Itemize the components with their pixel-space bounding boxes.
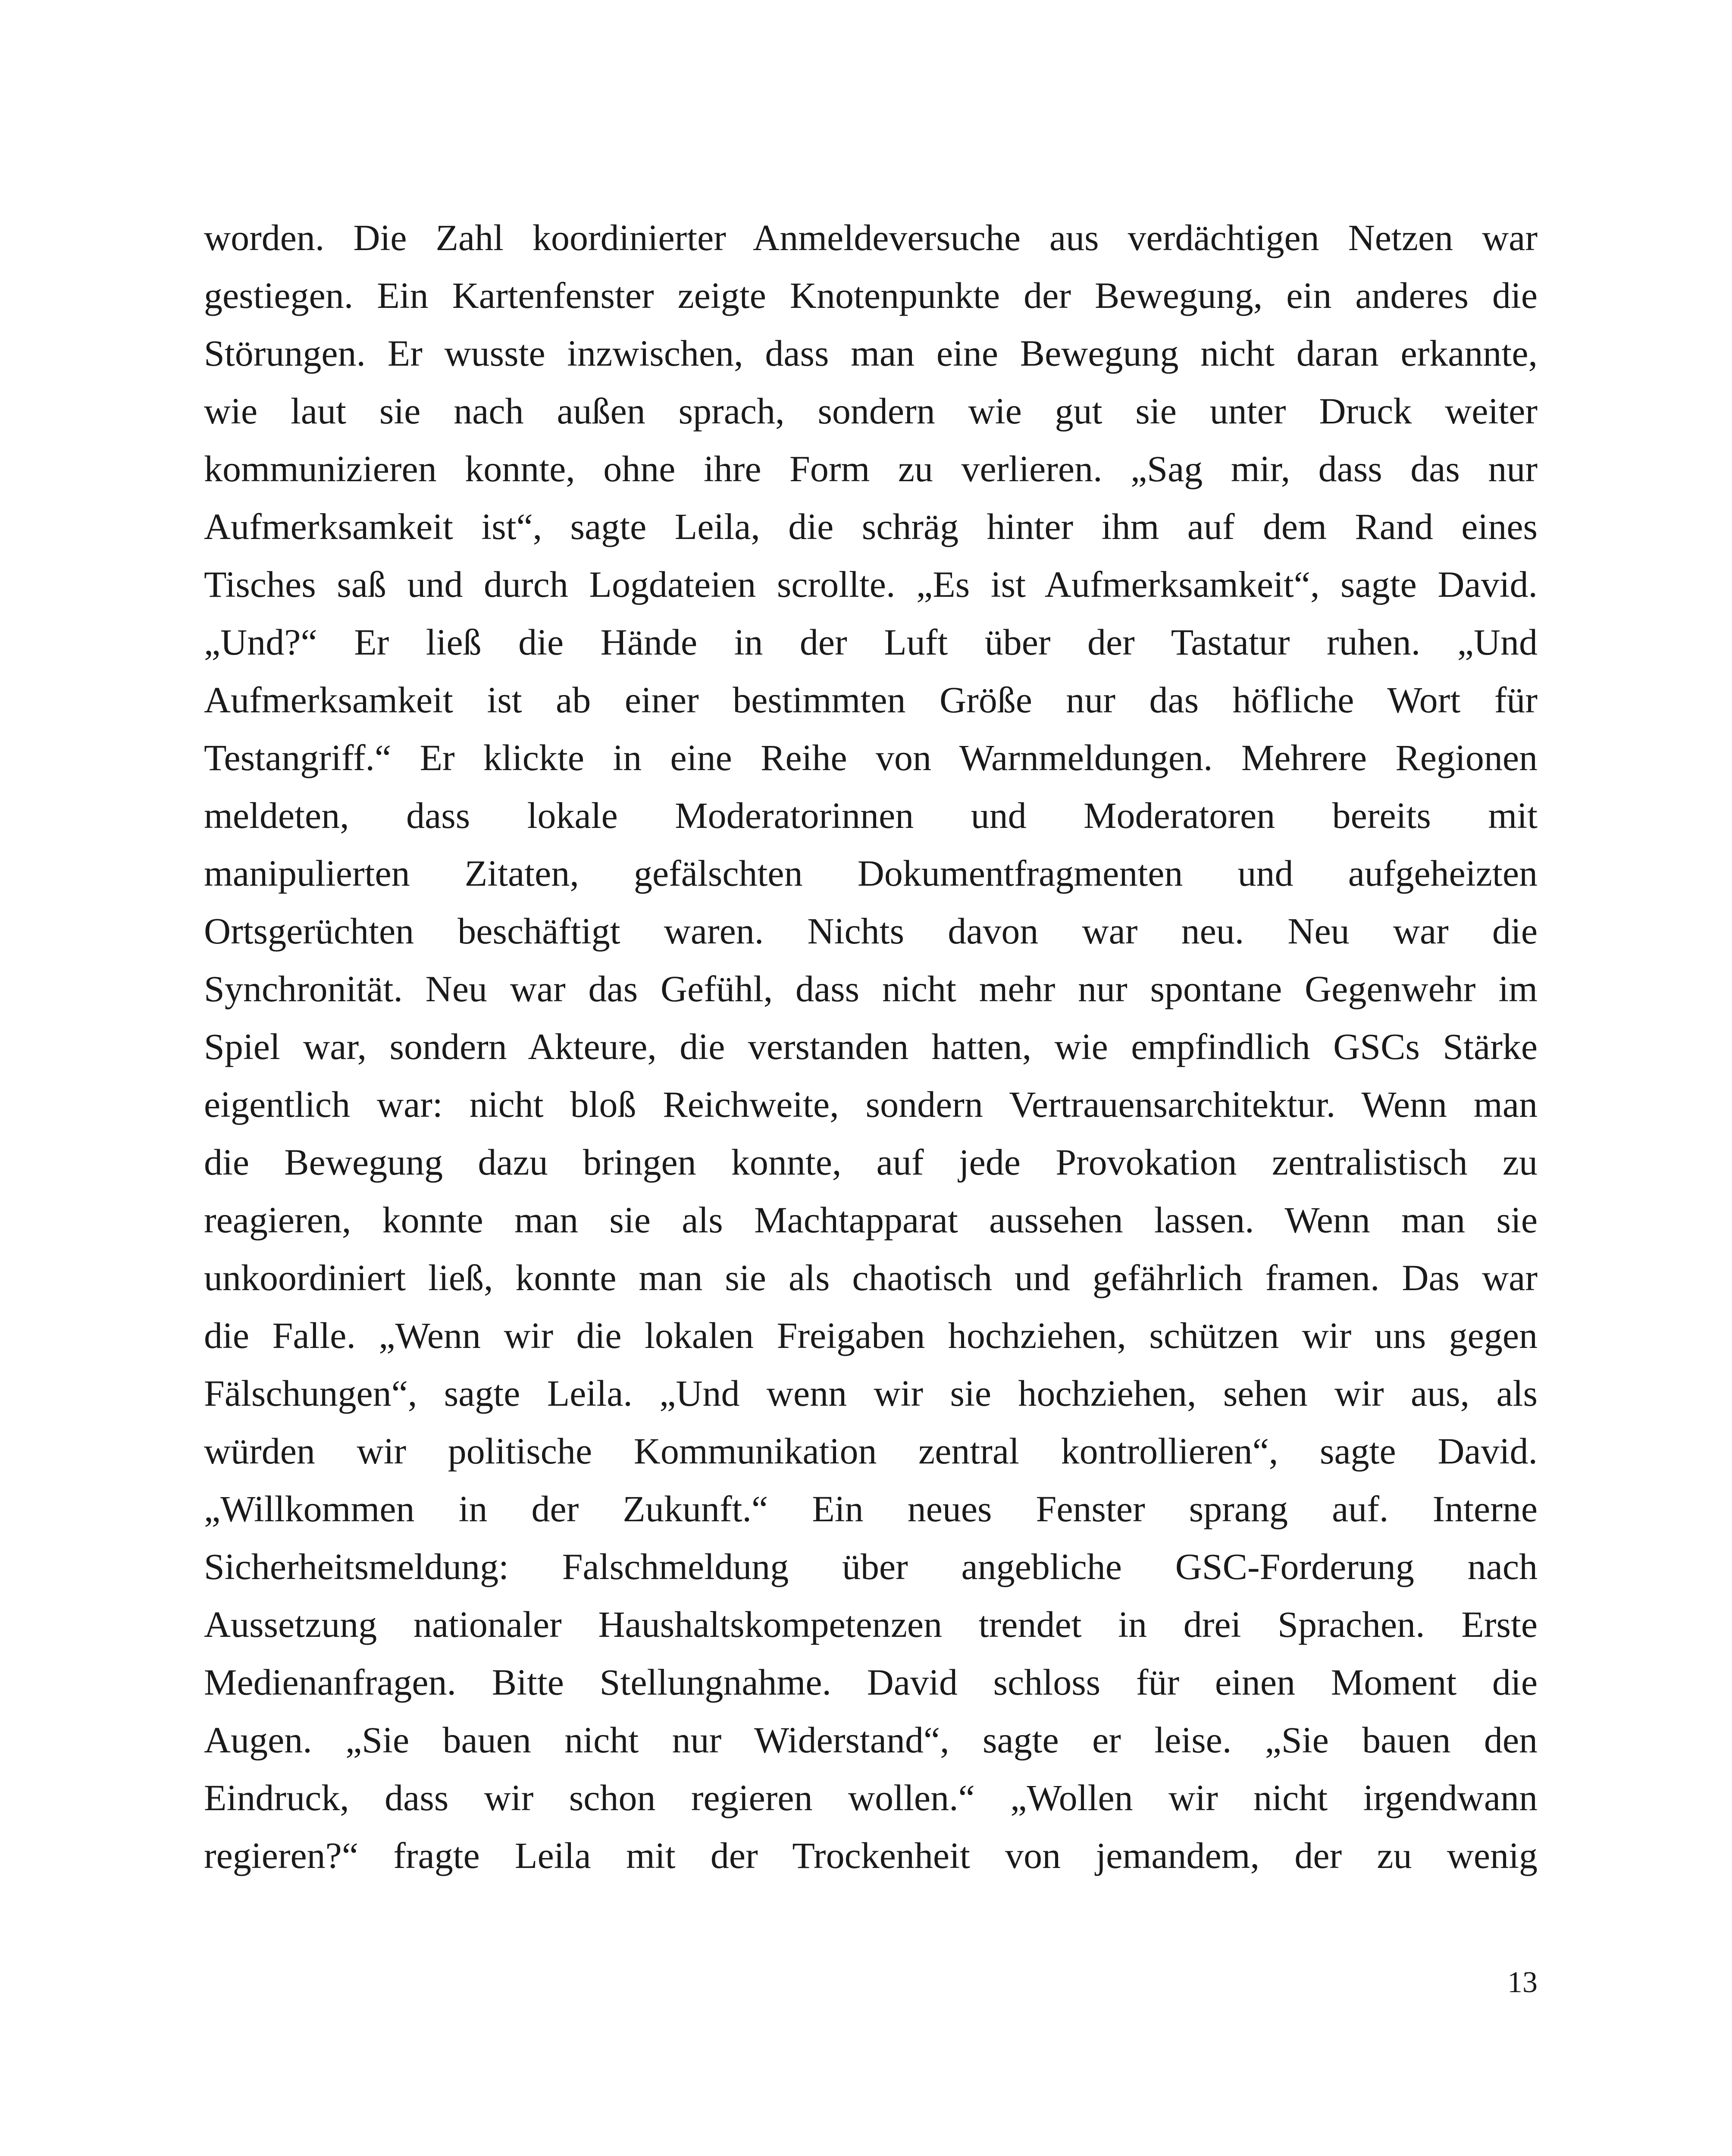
text-line: Aussetzung nationaler Haushaltskompetenzen trendet in drei Sprachen. Erste [204, 1604, 1538, 1645]
text-line: gestiegen. Ein Kartenfenster zeigte Knotenpunkte der Bewegung, ein anderes die [204, 275, 1538, 316]
text-line: meldeten, dass lokale Moderatorinnen und Moderatoren bereits mit [204, 795, 1538, 836]
text-line: Spiel war, sondern Akteure, die verstanden hatten, wie empfindlich GSCs Stärke [204, 1026, 1538, 1067]
text-line: reagieren, konnte man sie als Machtapparat aussehen lassen. Wenn man sie [204, 1199, 1538, 1241]
text-line: würden wir politische Kommunikation zentral kontrollieren“, sagte David. [204, 1430, 1538, 1472]
text-line: „Willkommen in der Zukunft.“ Ein neues Fenster sprang auf. Interne [204, 1488, 1538, 1529]
text-line: Synchronität. Neu war das Gefühl, dass nicht mehr nur spontane Gegenwehr im [204, 968, 1538, 1009]
text-line: Augen. „Sie bauen nicht nur Widerstand“, sagte er leise. „Sie bauen den [204, 1719, 1538, 1761]
text-line: Testangriff.“ Er klickte in eine Reihe von Warnmeldungen. Mehrere Regionen [204, 737, 1538, 778]
text-line: Fälschungen“, sagte Leila. „Und wenn wir sie hochziehen, sehen wir aus, als [204, 1373, 1538, 1414]
page-number: 13 [1507, 1966, 1538, 1999]
text-line: Tisches saß und durch Logdateien scrollte. „Es ist Aufmerksamkeit“, sagte David. [204, 564, 1538, 605]
text-line: Störungen. Er wusste inzwischen, dass man eine Bewegung nicht daran erkannte, [204, 332, 1538, 374]
text-line: worden. Die Zahl koordinierter Anmeldeversuche aus verdächtigen Netzen war [204, 217, 1538, 258]
text-line: die Falle. „Wenn wir die lokalen Freigaben hochziehen, schützen wir uns gegen [204, 1315, 1538, 1356]
text-line: Medienanfragen. Bitte Stellungnahme. David schloss für einen Moment die [204, 1661, 1538, 1703]
text-line: eigentlich war: nicht bloß Reichweite, sondern Vertrauensarchitektur. Wenn man [204, 1084, 1538, 1125]
text-line: Aufmerksamkeit ist ab einer bestimmten Größe nur das höfliche Wort für [204, 679, 1538, 721]
text-line: unkoordiniert ließ, konnte man sie als chaotisch und gefährlich framen. Das war [204, 1257, 1538, 1298]
body-text [204, 209, 1538, 1916]
text-line: manipulierten Zitaten, gefälschten Dokumentfragmenten und aufgeheizten [204, 852, 1538, 894]
text-line: regieren?“ fragte Leila mit der Trockenheit von jemandem, der zu wenig [204, 1835, 1538, 1876]
text-line: kommunizieren konnte, ohne ihre Form zu verlieren. „Sag mir, dass das nur [204, 448, 1538, 489]
text-line: „Und?“ Er ließ die Hände in der Luft über der Tastatur ruhen. „Und [204, 621, 1538, 663]
text-line: Ortsgerüchten beschäftigt waren. Nichts davon war neu. Neu war die [204, 910, 1538, 952]
text-line: Sicherheitsmeldung: Falschmeldung über angebliche GSC-Forderung nach [204, 1546, 1538, 1587]
text-line: Aufmerksamkeit ist“, sagte Leila, die schräg hinter ihm auf dem Rand eines [204, 506, 1538, 547]
text-line: Eindruck, dass wir schon regieren wollen.“ „Wollen wir nicht irgendwann [204, 1777, 1538, 1818]
text-line: wie laut sie nach außen sprach, sondern wie gut sie unter Druck weiter [204, 390, 1538, 432]
text-line: die Bewegung dazu bringen konnte, auf jede Provokation zentralistisch zu [204, 1141, 1538, 1183]
